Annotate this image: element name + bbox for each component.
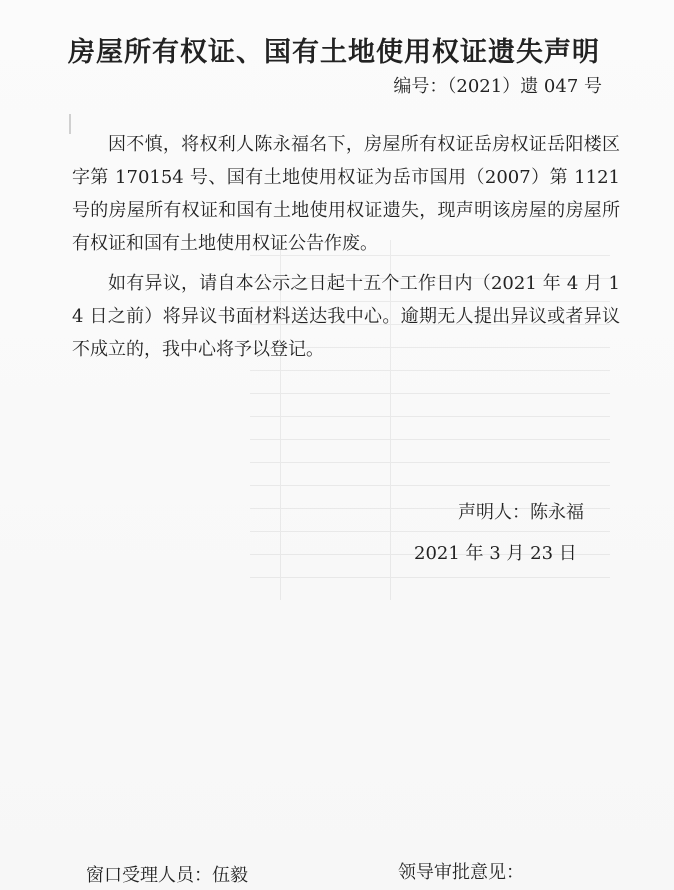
declaration-date: 2021 年 3 月 23 日 xyxy=(414,543,577,564)
body-paragraph: 如有异议，请自本公示之日起十五个工作日内（2021 年 4 月 14 日之前）将异议书面材料送达我中心。逾期无人提出异议或者异议不成立的，我中心将予以登记。 xyxy=(72,273,620,360)
document-body xyxy=(72,128,620,373)
window-receiver-line: 窗口受理人员：伍毅 xyxy=(86,865,248,886)
serial-number: 编号：（2021）遗 047 号 xyxy=(393,76,602,97)
signer-line: 声明人：陈永福 xyxy=(458,502,584,523)
body-paragraph: 因不慎，将权利人陈永福名下，房屋所有权证岳房权证岳阳楼区字第 170154 号、国有土地使用权证为岳市国用（2007）第 1121 号的房屋所有权证和国有土地使用权证遗失，现声明该房屋的房屋所有权证和国有土地使用权证公告作废。 xyxy=(72,134,620,254)
margin-mark xyxy=(69,114,71,134)
leader-opinion-line: 领导审批意见： xyxy=(398,862,524,883)
document-title: 房屋所有权证、国有土地使用权证遗失声明 xyxy=(68,37,600,68)
